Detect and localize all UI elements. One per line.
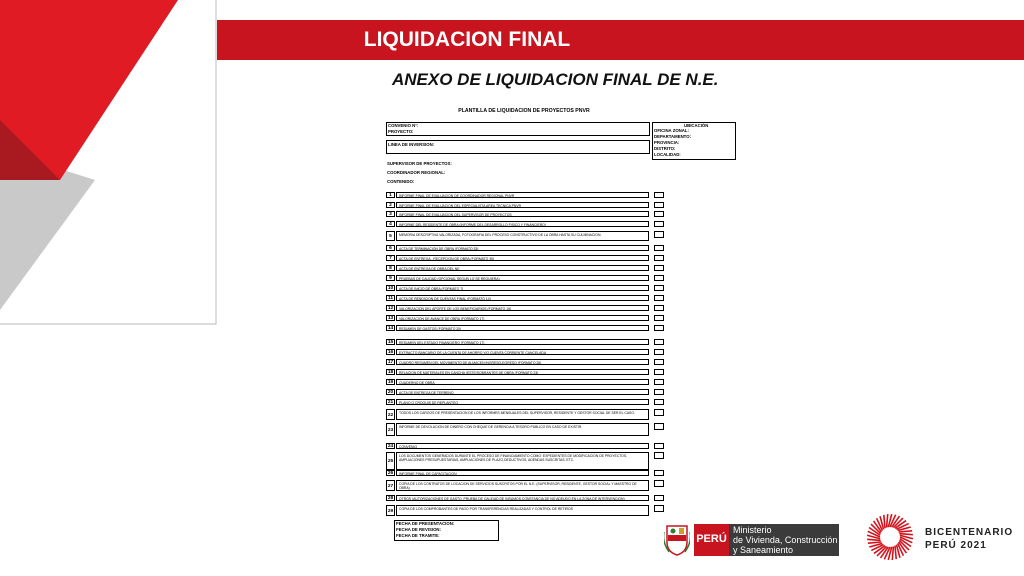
row-description: RESUMEN DE GASTOS (FORMATO 20) [396,325,649,331]
fecha-presentacion-label: FECHA DE PRESENTACION: [396,521,455,526]
row-checkbox[interactable] [654,379,664,385]
row-description: LOS DOCUMENTOS GENERADOS DURANTE EL PROCESO DE FINANCIAMIENTO COMO: EXPEDIENTES DE MODIFICACION DE PROYECTOS, AMPLIACIONES PRESUPUESTARIAS, AMPLIACIONES DE PLAZO,DEDUCTIVOS, ADENDAS SUSCRITAS, ETC. [396,452,649,470]
row-checkbox[interactable] [654,409,664,416]
row-checkbox[interactable] [654,505,664,512]
ministry-line-2: de Vivienda, Construcción [733,535,838,545]
checklist-row [386,452,649,470]
bicentenario-emblem-icon [865,512,915,562]
row-description: VALORIZACION DEL APORTE DE LOS BENEFICIARIOS (FORMATO 15) [396,305,649,311]
row-number: 17 [387,360,394,365]
row-number: 20 [387,390,394,395]
row-checkbox[interactable] [654,295,664,301]
checklist-row [386,443,649,449]
checklist-row [386,255,649,261]
row-description: TODOS LOS CARGOS DE PRESENTACION DE LOS INFORMES MENSUALES DEL SUPERVISOR, RESIDENTE Y GESTOR SOCIAL DE SER EL CASO. [396,409,649,420]
checklist-row [386,211,649,217]
emblem-ray [868,542,881,543]
row-number: 5 [386,231,395,241]
row-number: 29 [386,505,395,516]
localidad-label: LOCALIDAD: [654,152,681,157]
checklist-row [386,389,649,395]
peru-coat-of-arms-icon [664,522,690,556]
row-checkbox[interactable] [654,325,664,331]
row-number: 28 [387,496,394,501]
row-description: INFORME DEL RESIDENTE DE OBRA (INFORME DEL DESARROLLO FISICO Y FINANCIERO) [396,221,649,227]
row-checkbox[interactable] [654,399,664,405]
checklist-row [386,305,649,311]
row-number: 6 [386,245,395,251]
row-checkbox[interactable] [654,265,664,271]
departamento-label: DEPARTAMENTO: [654,134,691,139]
ministry-line-1: Ministerio [733,525,772,535]
row-checkbox[interactable] [654,285,664,291]
row-description: ACTA DE ENTREGA DE TERRENO [396,389,649,395]
row-number: 9 [386,275,395,281]
row-description: INFORME FINAL DE EVALUACION DEL ESPECIALISTA AREA TECNICA PNVR [396,202,649,208]
convenio-box [386,122,650,136]
ubicacion-title: UBICACIÓN [684,123,709,128]
checklist-row [386,399,649,405]
row-checkbox[interactable] [654,221,664,227]
distrito-label: DISTRITO: [654,146,676,151]
row-description: CUADERNO DE OBRA [396,379,649,385]
contenido-label: CONTENIDO: [387,179,415,184]
row-number: 8 [386,265,395,271]
row-number: 21 [387,400,394,405]
convenio-label: CONVENIO N°: [388,123,419,128]
checklist-row [386,423,649,436]
checklist-row [386,192,649,198]
row-checkbox[interactable] [654,315,664,321]
row-checkbox[interactable] [654,389,664,395]
row-number: 16 [387,350,394,355]
row-checkbox[interactable] [654,202,664,208]
row-description: PRUEBAS DE CALIDAD (OPCIONAL SEGUN LO SE REQUIERA) [396,275,649,281]
row-number: 3 [386,211,395,217]
emblem-ray [899,534,912,535]
row-checkbox[interactable] [654,245,664,251]
row-description: CUADRO RESUMEN DEL MOVIMIENTO DE ALMACEN INGRESO-EGRESO (FORMATO 26) [396,359,649,365]
row-checkbox[interactable] [654,470,664,476]
row-description: ACTA DE TERMINACION DE OBRA (FORMATO 33) [396,245,649,251]
fecha-revision-label: FECHA DE REVISION: [396,527,441,532]
row-description: INFORME FINAL DE CAPACITACION [396,470,649,476]
document-title: PLANTILLA DE LIQUIDACION DE PROYECTOS PNVR [458,108,590,114]
decorative-corner-graphic [0,0,220,330]
checklist-row [386,339,649,345]
row-number: 26 [387,471,394,476]
checklist-row [386,359,649,365]
slide-title: LIQUIDACION FINAL [363,28,571,51]
row-checkbox[interactable] [654,349,664,355]
emblem-ray [892,546,893,559]
emblem-ray [867,539,880,540]
emblem-ray [884,515,885,528]
row-number: 23 [386,423,395,436]
row-description: OTROS (AUTORIZACIONES DE GASTO, PRUEBA DE CALIDAD DE INSUMOS,CONSTANCIA DE NO ADEUDO EN LA ZONA DE INTERVENCION) [396,495,649,501]
row-number: 25 [386,452,395,470]
emblem-ray [899,531,912,532]
row-checkbox[interactable] [654,495,664,501]
row-number: 27 [386,480,395,491]
row-description: ACTA DE INICIO DE OBRA (FORMATO 7) [396,285,649,291]
row-number: 2 [386,202,395,208]
checklist-row [386,221,649,227]
linea-inversion-label: LINEA DE INVERSION: [388,142,435,147]
row-description: INFORME DE DEVOLUCION DE DINERO CON CHEQUE DE GERENCIA A TESORO PUBLICO EN CASO DE EXISTIR. [396,423,649,436]
row-description: COPIA DE LOS CONTRATOS DE LOCACION DE SERVICIOS SUSCRITOS POR EL N.E. (SUPERVISOR, RESIDENTE, GESTOR SOCIAL Y MAESTRO DE OBRA) [396,480,649,491]
row-description: RESUMEN DEL ESTADO FINANCIERO (FORMATO 17) [396,339,649,345]
bicentenario-logo [865,512,1014,562]
checklist-row [386,409,649,420]
row-description: PLANO O CROQUIS DE REPLANTEO [396,399,649,405]
slide-subtitle: ANEXO DE LIQUIDACION FINAL DE N.E. [392,70,719,89]
checklist-row [386,295,649,301]
row-description: ACTA DE RENDICION DE CUENTAS FINAL (FORMATO 14) [396,295,649,301]
row-description: EXTRACTO BANCARIO DE LA CUENTA DE AHORRO Y/O CUENTA CORRIENTE CANCELADA [396,349,649,355]
row-number: 19 [387,380,394,385]
checklist-row [386,245,649,251]
checklist-row [386,265,649,271]
checklist-row [386,285,649,291]
checklist-row [386,325,649,331]
peru-label: PERÚ [696,533,727,545]
row-number: 7 [386,255,395,261]
row-number: 22 [386,409,395,420]
row-checkbox[interactable] [654,275,664,281]
checklist-row [386,349,649,355]
ministry-line-3: y Saneamiento [733,545,794,555]
row-checkbox[interactable] [654,443,664,449]
row-description: VALORIZACION DE AVANCE DE OBRA (FORMATO 17) [396,315,649,321]
row-description: ACTA DE ENTREGA - RECEPCION DE OBRA (FORMATO 35) [396,255,649,261]
supervisor-label: SUPERVISOR DE PROYECTOS: [387,161,452,166]
checklist-row [386,495,649,501]
row-number: 14 [387,326,394,331]
row-checkbox[interactable] [654,255,664,261]
row-number: 10 [387,286,394,291]
emblem-ray [895,546,896,559]
row-description: INFORME FINAL DE EVALUACION DE COORDINADOR REGIONAL PNVR [396,192,649,198]
row-checkbox[interactable] [654,452,664,459]
checklist-row [386,480,649,491]
provincia-label: PROVINCIA: [654,140,680,145]
checklist-row [386,275,649,281]
row-checkbox[interactable] [654,369,664,375]
coordinador-label: COORDINADOR REGIONAL: [387,170,446,175]
row-checkbox[interactable] [654,423,664,430]
row-checkbox[interactable] [654,359,664,365]
row-description: MEMORIA DESCRIPTIVA VALORIZADA, FOTOGRAFIA DEL PROCESO CONSTRUCTIVO DE LA OBRA HASTA SU CULMINACION. [396,231,649,241]
row-description: RELACION DE MATERIALES EN CANCHA (ESTE/SOBRANTES DE OBRA (FORMATO 23) [396,369,649,375]
row-checkbox[interactable] [654,211,664,217]
row-number: 12 [387,306,394,311]
oficina-zonal-label: OFICINA ZONAL: [654,128,689,133]
emblem-ray [887,514,888,527]
checklist-row [386,505,649,516]
liquidation-template-document [384,100,709,545]
row-number: 1 [386,192,395,198]
row-description: INFORME FINAL DE EVALUACION DEL SUPERVISOR DE PROYECTOS [396,211,649,217]
row-checkbox[interactable] [654,305,664,311]
row-checkbox[interactable] [654,480,664,487]
checklist-row [386,470,649,476]
row-number: 15 [387,340,394,345]
row-checkbox[interactable] [654,231,664,238]
proyecto-label: PROYECTO: [388,129,414,134]
checklist-row [386,369,649,375]
bicentenario-line-1: BICENTENARIO [925,527,1014,538]
row-description: ACTA DE ENTREGA DE OBRA DEL NE [396,265,649,271]
row-description: COPIA DE LOS COMPROBANTES DE PAGO POR TRANSFERENCIAS REALIZADAS Y CONTROL DE RETIROS [396,505,649,516]
row-number: 11 [387,296,394,301]
checklist-row [386,202,649,208]
fecha-tramite-label: FECHA DE TRAMITE: [396,533,440,538]
checklist-row [386,315,649,321]
row-number: 18 [387,370,394,375]
row-number: 24 [387,444,394,449]
row-description: CONVENIO [396,443,649,449]
row-checkbox[interactable] [654,339,664,345]
checklist-row [386,379,649,385]
row-number: 4 [386,221,395,227]
ministry-logo [664,522,839,558]
checklist-row [386,231,649,241]
row-checkbox[interactable] [654,192,664,198]
row-number: 13 [387,316,394,321]
bicentenario-line-2: PERÚ 2021 [925,540,987,551]
